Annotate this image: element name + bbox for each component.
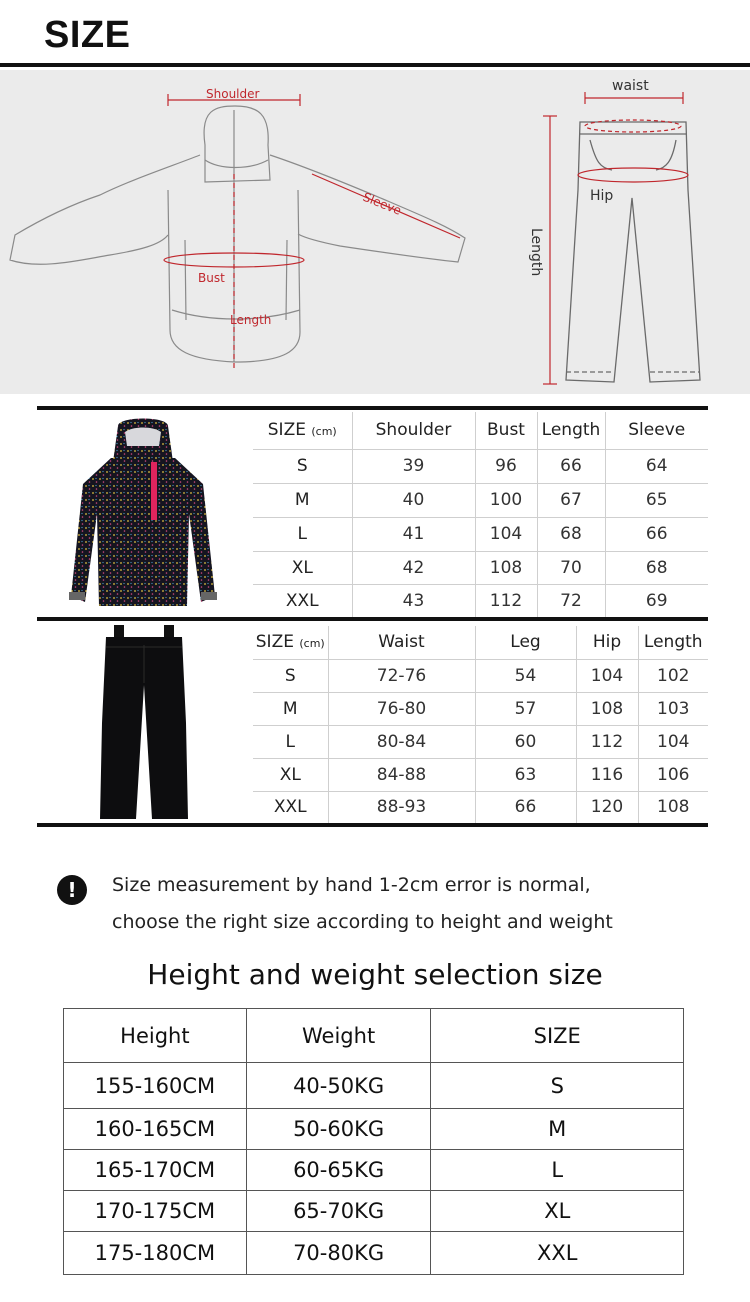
measurement-diagram (0, 70, 750, 394)
waist-cell: 72-76 (328, 659, 475, 692)
table-row (253, 692, 708, 725)
table-row (64, 1150, 684, 1191)
bust-cell: 112 (475, 584, 537, 617)
size-cell: M (253, 483, 352, 517)
table-row (253, 725, 708, 758)
table-header-row (64, 1009, 684, 1063)
weight-cell: 40-50KG (246, 1063, 431, 1109)
length-cell: 67 (537, 483, 605, 517)
unit-label: (cm) (311, 425, 337, 439)
note-line-2: choose the right size according to height and weight (112, 911, 613, 933)
page-title: SIZE (44, 14, 131, 56)
column-header: Bust (475, 412, 537, 449)
height-weight-title: Height and weight selection size (147, 958, 603, 991)
length-cell: 102 (638, 659, 708, 692)
height-cell: 160-165CM (64, 1109, 247, 1150)
waist-cell: 84-88 (328, 758, 475, 791)
height-header: Height (64, 1009, 247, 1063)
size-cell: S (253, 659, 328, 692)
size-cell: L (431, 1150, 684, 1191)
hip-cell: 104 (576, 659, 638, 692)
size-cell: XL (253, 551, 352, 584)
size-cell: M (253, 692, 328, 725)
shoulder-cell: 40 (352, 483, 475, 517)
size-cell: XL (431, 1191, 684, 1232)
leg-cell: 60 (475, 725, 576, 758)
column-header: Waist (328, 626, 475, 659)
jacket-illustration (63, 414, 223, 612)
column-header: Sleeve (605, 412, 708, 449)
table-row (253, 517, 708, 551)
pants-measure-lines (543, 92, 688, 384)
size-header: SIZE (431, 1009, 684, 1063)
height-cell: 175-180CM (64, 1232, 247, 1275)
column-header: Hip (576, 626, 638, 659)
pants-table-bottom-rule (37, 823, 708, 827)
weight-cell: 65-70KG (246, 1191, 431, 1232)
table-row (253, 659, 708, 692)
jacket-length-label: Length (230, 313, 272, 327)
jacket-table-top-rule (37, 406, 708, 410)
shoulder-cell: 41 (352, 517, 475, 551)
size-cell: S (253, 449, 352, 483)
length-cell: 104 (638, 725, 708, 758)
bust-cell: 104 (475, 517, 537, 551)
pants-table-top-rule (37, 617, 708, 621)
size-cell: XXL (431, 1232, 684, 1275)
bust-cell: 96 (475, 449, 537, 483)
sleeve-cell: 69 (645, 590, 668, 611)
hip-cell: 116 (576, 758, 638, 791)
size-header-cell (253, 412, 352, 449)
jacket-product-photo (63, 414, 223, 612)
weight-header: Weight (246, 1009, 431, 1063)
waist-cell: 88-93 (328, 791, 475, 823)
table-row (253, 449, 708, 483)
leg-cell: 66 (475, 791, 576, 823)
sleeve-cell: 68 (605, 551, 708, 584)
hip-cell: 120 (576, 791, 638, 823)
weight-cell: 60-65KG (246, 1150, 431, 1191)
hip-cell: 112 (576, 725, 638, 758)
bust-cell: 108 (475, 551, 537, 584)
shoulder-cell: 42 (352, 551, 475, 584)
table-row (64, 1109, 684, 1150)
size-cell: M (431, 1109, 684, 1150)
pants-product-photo (98, 623, 190, 821)
title-divider (0, 63, 750, 67)
leg-cell: 57 (475, 692, 576, 725)
size-header-cell (253, 626, 328, 659)
shoulder-cell: 39 (352, 449, 475, 483)
length-cell: 70 (537, 551, 605, 584)
pants-outline-drawing (566, 122, 700, 382)
note-line-1: Size measurement by hand 1-2cm error is normal, (112, 874, 591, 896)
height-cell: 165-170CM (64, 1150, 247, 1191)
leg-cell: 63 (475, 758, 576, 791)
leg-cell: 54 (475, 659, 576, 692)
column-header: Length (638, 626, 708, 659)
size-header: SIZE (267, 420, 306, 441)
pants-size-table (253, 626, 708, 823)
jacket-shoulder-label: Shoulder (206, 87, 260, 101)
pants-hip-label: Hip (590, 188, 614, 204)
table-row (253, 791, 708, 823)
column-header: Leg (475, 626, 576, 659)
waist-cell: 76-80 (328, 692, 475, 725)
size-cell: XXL (253, 584, 352, 617)
pants-length-label: Length (528, 228, 544, 277)
sleeve-cell: 64 (605, 449, 708, 483)
size-cell: XXL (253, 791, 328, 823)
waist-cell: 80-84 (328, 725, 475, 758)
table-row (253, 551, 708, 584)
table-row (253, 483, 708, 517)
table-row (64, 1191, 684, 1232)
jacket-bust-label: Bust (198, 271, 225, 285)
length-cell: 103 (638, 692, 708, 725)
size-header: SIZE (255, 632, 294, 653)
table-row (64, 1063, 684, 1109)
sleeve-cell: 66 (605, 517, 708, 551)
length-cell: 108 (657, 797, 690, 818)
jacket-sleeve-label: Sleeve (360, 189, 404, 218)
column-header: Length (537, 412, 605, 449)
weight-cell: 50-60KG (246, 1109, 431, 1150)
height-cell: 155-160CM (64, 1063, 247, 1109)
pants-illustration (98, 623, 190, 821)
measurement-diagram-svg (0, 70, 750, 394)
length-cell: 66 (537, 449, 605, 483)
pants-waist-label: waist (612, 78, 649, 94)
table-row (253, 584, 708, 617)
length-cell: 106 (638, 758, 708, 791)
hip-cell: 108 (576, 692, 638, 725)
column-header: Shoulder (352, 412, 475, 449)
table-row (253, 758, 708, 791)
size-cell: XL (253, 758, 328, 791)
size-cell: L (253, 517, 352, 551)
size-cell: L (253, 725, 328, 758)
size-cell: S (431, 1063, 684, 1109)
table-row (64, 1232, 684, 1275)
table-header-row (253, 626, 708, 659)
table-header-row (253, 412, 708, 449)
sleeve-cell: 65 (605, 483, 708, 517)
unit-label: (cm) (299, 637, 325, 651)
shoulder-cell: 43 (352, 584, 475, 617)
height-weight-table (63, 1008, 684, 1275)
weight-cell: 70-80KG (246, 1232, 431, 1275)
exclamation-icon: ! (57, 875, 87, 905)
jacket-measure-lines (164, 94, 460, 370)
jacket-size-table (253, 412, 708, 617)
bust-cell: 100 (475, 483, 537, 517)
length-cell: 68 (537, 517, 605, 551)
height-cell: 170-175CM (64, 1191, 247, 1232)
length-cell: 72 (537, 584, 605, 617)
